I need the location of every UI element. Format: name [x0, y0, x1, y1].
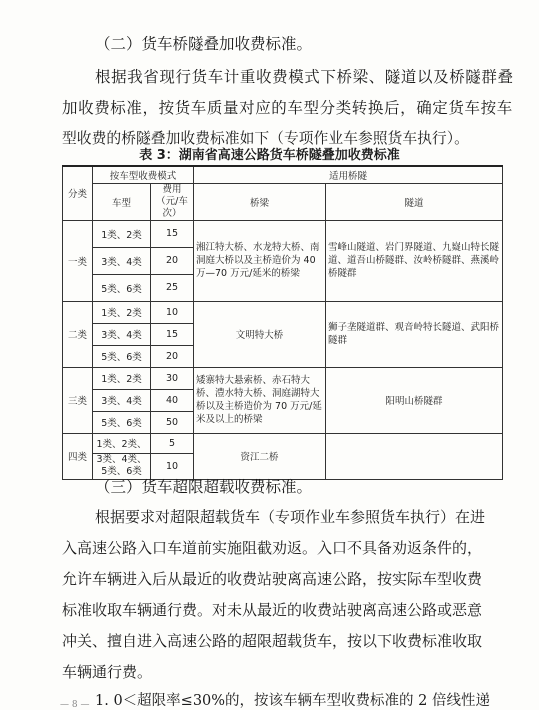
header-fee: 费用（元/车次）	[151, 183, 194, 220]
tunnel-cell: 阳明山桥隧群	[326, 367, 503, 433]
fee-table	[62, 165, 503, 480]
vehicle-type-cell: 3类、4类	[93, 323, 151, 345]
bridge-cell: 湘江特大桥、水龙特大桥、南洞庭大桥以及主桥造价为 40 万—70 万元/延米的桥梁	[194, 220, 326, 301]
class-cell: 二类	[63, 301, 93, 367]
tunnel-cell: 雪峰山隧道、岩门界隧道、九嶷山特长隧道、道吾山桥隧群、汝岭桥隧群、燕溪岭桥隧群	[326, 220, 503, 301]
bridge-cell: 文明特大桥	[194, 301, 326, 367]
page-number: — 8 —	[60, 700, 90, 710]
section2-line-3: 型收费的桥隧叠加收费标准如下（专项作业车参照货车执行）。	[62, 130, 469, 147]
fee-cell: 20	[151, 345, 194, 367]
table-row	[63, 433, 503, 453]
fee-cell: 5	[151, 433, 194, 453]
fee-cell: 25	[151, 274, 194, 301]
section3-line-1: 根据要求对超限超载货车（专项作业车参照货车执行）在进	[95, 508, 486, 526]
fee-cell: 30	[151, 367, 194, 389]
header-class: 分类	[63, 166, 93, 220]
vehicle-type-cell: 5类、6类	[93, 345, 151, 367]
vehicle-type-cell: 1类、2类	[93, 220, 151, 247]
fee-cell: 10	[151, 453, 194, 479]
header-vehicle: 车型	[93, 183, 151, 220]
section3-line-2: 入高速公路入口车道前实施阻截劝返。入口不具备劝返条件的，	[62, 539, 483, 557]
header-tunnel: 隧道	[326, 183, 503, 220]
vehicle-type-cell: 1类、2类、	[93, 433, 151, 453]
bridge-cell: 资江二桥	[194, 433, 326, 479]
vehicle-type-cell: 1类、2类	[93, 367, 151, 389]
item1-line: 1. 0＜超限率≤30%的，按该车辆车型收费标准的 2 倍线性递	[95, 693, 490, 709]
vehicle-type-cell: 5类、6类	[93, 274, 151, 301]
vehicle-type-cell: 3类、4类、5类、6类	[93, 453, 151, 479]
section3-line-4: 标准收取车辆通行费。对未从最近的收费站驶离高速公路或恶意	[62, 601, 483, 619]
header-applicable: 适用桥隧	[194, 166, 503, 183]
vehicle-type-cell: 1类、2类	[93, 301, 151, 323]
fee-cell: 15	[151, 323, 194, 345]
table-title: 表 3：湖南省高速公路货车桥隧叠加收费标准	[139, 148, 400, 163]
fee-cell: 40	[151, 389, 194, 411]
section2-line-1: 根据我省现行货车计重收费模式下桥梁、隧道以及桥隧群叠	[95, 68, 514, 86]
vehicle-type-cell: 3类、4类	[93, 389, 151, 411]
table-row	[63, 367, 503, 389]
fee-cell: 15	[151, 220, 194, 247]
section3-line-5: 冲关、擅自进入高速公路的超限超载货车，按以下收费标准收取	[62, 632, 483, 650]
class-cell: 一类	[63, 220, 93, 301]
section3-heading: （三）货车超限超载收费标准。	[95, 478, 313, 496]
class-cell: 三类	[63, 367, 93, 433]
header-mode: 按车型收费模式	[93, 166, 194, 183]
section2-line-2: 加收费标准，按货车质量对应的车型分类转换后，确定货车按车	[62, 99, 513, 117]
vehicle-type-cell: 3类、4类	[93, 247, 151, 274]
section3-line-3: 允许车辆进入后从最近的收费站驶离高速公路，按实际车型收费	[62, 570, 483, 588]
section3-line-6: 车辆通行费。	[62, 663, 153, 681]
fee-cell: 10	[151, 301, 194, 323]
fee-cell: 20	[151, 247, 194, 274]
class-cell: 四类	[63, 433, 93, 479]
vehicle-type-cell: 5类、6类	[93, 411, 151, 433]
fee-cell: 50	[151, 411, 194, 433]
table-row	[63, 301, 503, 323]
tunnel-cell: 狮子垄隧道群、观音岭特长隧道、武阳桥隧群	[326, 301, 503, 367]
table-row	[63, 220, 503, 247]
tunnel-cell	[326, 433, 503, 479]
bridge-cell: 矮寨特大悬索桥、赤石特大桥、澧水特大桥、洞庭湖特大桥以及主桥造价为 70 万元/延米及以上的桥梁	[194, 367, 326, 433]
header-bridge: 桥梁	[194, 183, 326, 220]
section2-heading: （二）货车桥隧叠加收费标准。	[95, 35, 313, 53]
